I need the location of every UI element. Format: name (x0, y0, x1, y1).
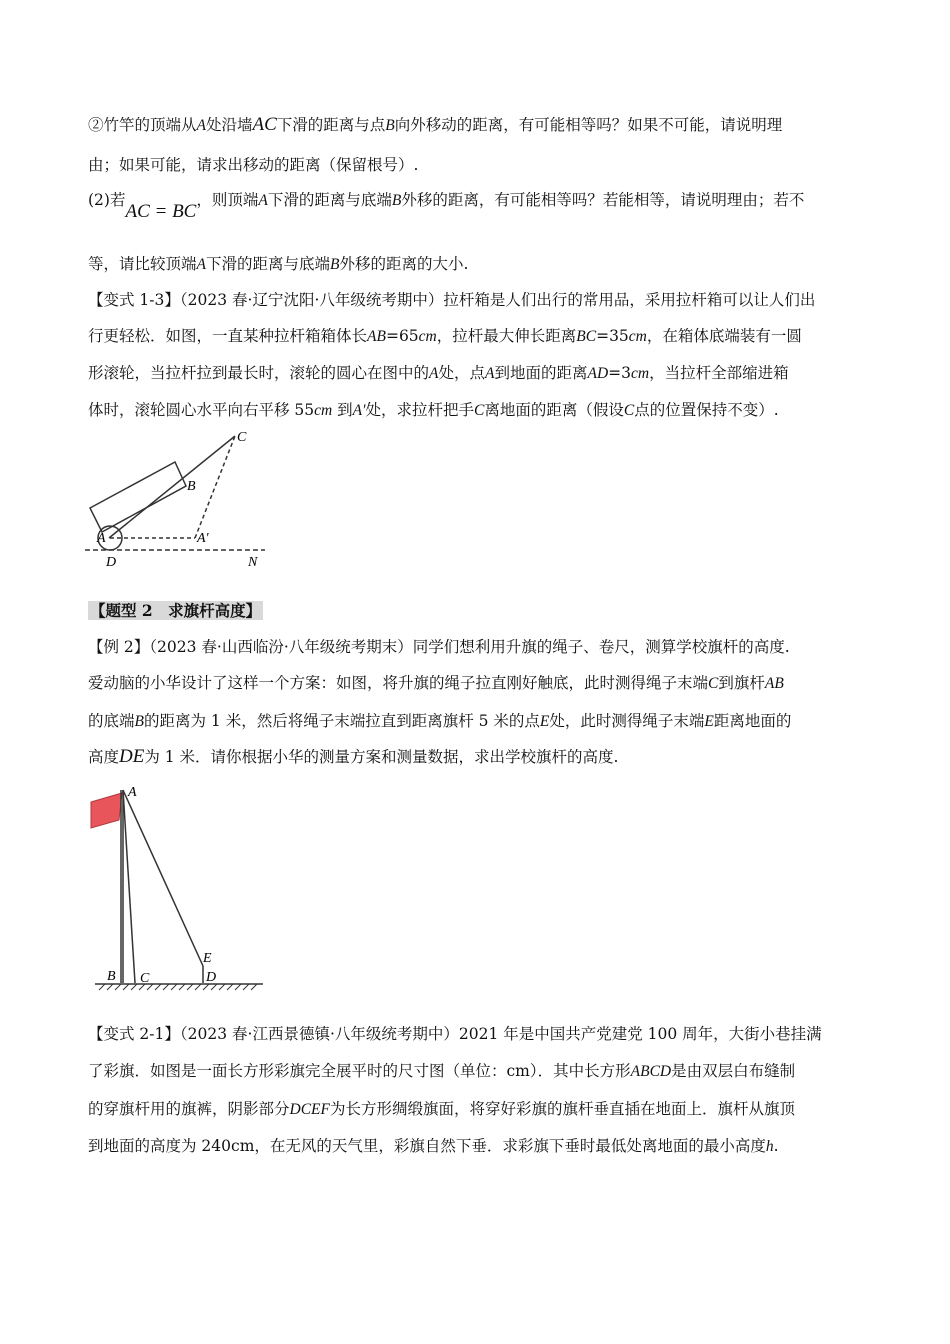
question-1-part-2-line-2: 由；如果可能，请求出移动的距离（保留根号）. (88, 156, 419, 174)
label-D: D (206, 970, 217, 985)
flagpole-figure (85, 780, 270, 995)
example-2-line-4: 高度DE为 1 米．请你根据小华的测量方案和测量数据，求出学校旗杆的高度. (88, 746, 619, 767)
flag-shape (91, 793, 122, 828)
label-C: C (140, 971, 150, 986)
label-B: B (107, 969, 116, 984)
type-2-heading-line (88, 600, 868, 622)
variant-1-3-line-1: 【变式 1-3】（2023 春·辽宁沈阳·八年级统考期中）拉杆箱是人们出行的常用品，采用拉杆箱可以让人们出 (88, 291, 816, 309)
section-heading: 【题型 2 求旗杆高度】 (90, 601, 262, 620)
variant-2-1-line-4: 到地面的高度为 240cm，在无风的天气里，彩旗自然下垂．求彩旗下垂时最低处离地面的最小高度h. (88, 1137, 779, 1155)
rope-ae (123, 790, 203, 966)
label-A: A (128, 785, 137, 800)
luggage-figure (80, 428, 280, 573)
rope-ac (123, 790, 135, 983)
question-2-line-1: (2)若AC = BC，则顶端A下滑的距离与底端B外移的距离，有可能相等吗？若能相等，请说明理由；若不 (88, 191, 805, 222)
variant-1-3-line-2: 行更轻松．如图，一直某种拉杆箱箱体长AB=65cm，拉杆最大伸长距离BC=35cm，在箱体底端装有一圆 (88, 327, 802, 345)
variant-2-1-line-3: 的穿旗杆用的旗裤，阴影部分DCEF为长方形绸缎旗面，将穿好彩旗的旗杆垂直插在地面上．旗杆从旗顶 (88, 1100, 795, 1118)
label-A: A (97, 531, 106, 546)
label-E: E (203, 951, 212, 966)
variant-2-1-line-1: 【变式 2-1】（2023 春·江西景德镇·八年级统考期中）2021 年是中国共产党建党 100 周年，大街小巷挂满 (88, 1025, 822, 1043)
example-2-line-3: 的底端B的距离为 1 米，然后将绳子末端拉直到距离旗杆 5 米的点E处，此时测得绳子末端E距离地面的 (88, 712, 792, 730)
question-2-line-2: 等，请比较顶端A下滑的距离与底端B外移的距离的大小. (88, 255, 469, 273)
example-2-line-1: 【例 2】（2023 春·山西临汾·八年级统考期末）同学们想利用升旗的绳子、卷尺，测算学校旗杆的高度. (88, 638, 790, 656)
example-2-line-2: 爱动脑的小华设计了这样一个方案：如图，将升旗的绳子拉直刚好触底，此时测得绳子末端C到旗杆AB (88, 674, 784, 692)
variant-1-3-line-3: 形滚轮，当拉杆拉到最长时，滚轮的圆心在图中的A处，点A到地面的距离AD=3cm，当拉杆全部缩进箱 (88, 364, 789, 382)
variant-1-3-line-4: 体时，滚轮圆心水平向右平移 55cm 到A′处，求拉杆把手C离地面的距离（假设C点的位置保持不变）. (88, 401, 779, 419)
luggage-body (90, 462, 186, 532)
question-1-part-2-line-1: ②竹竿的顶端从A处沿墙AC下滑的距离与点B向外移动的距离，有可能相等吗？如果不可能，请说明理 (88, 114, 783, 135)
ground-hatching (99, 984, 257, 990)
label-C: C (237, 430, 247, 445)
label-N: N (248, 555, 258, 570)
variant-2-1-line-2: 了彩旗．如图是一面长方形彩旗完全展平时的尺寸图（单位：cm）．其中长方形ABCD是由双层白布缝制 (88, 1062, 796, 1080)
label-D: D (106, 555, 117, 570)
label-B: B (187, 479, 196, 494)
equation-ac-bc: AC = BC (125, 201, 197, 222)
label-A-prime: A′ (197, 531, 209, 546)
